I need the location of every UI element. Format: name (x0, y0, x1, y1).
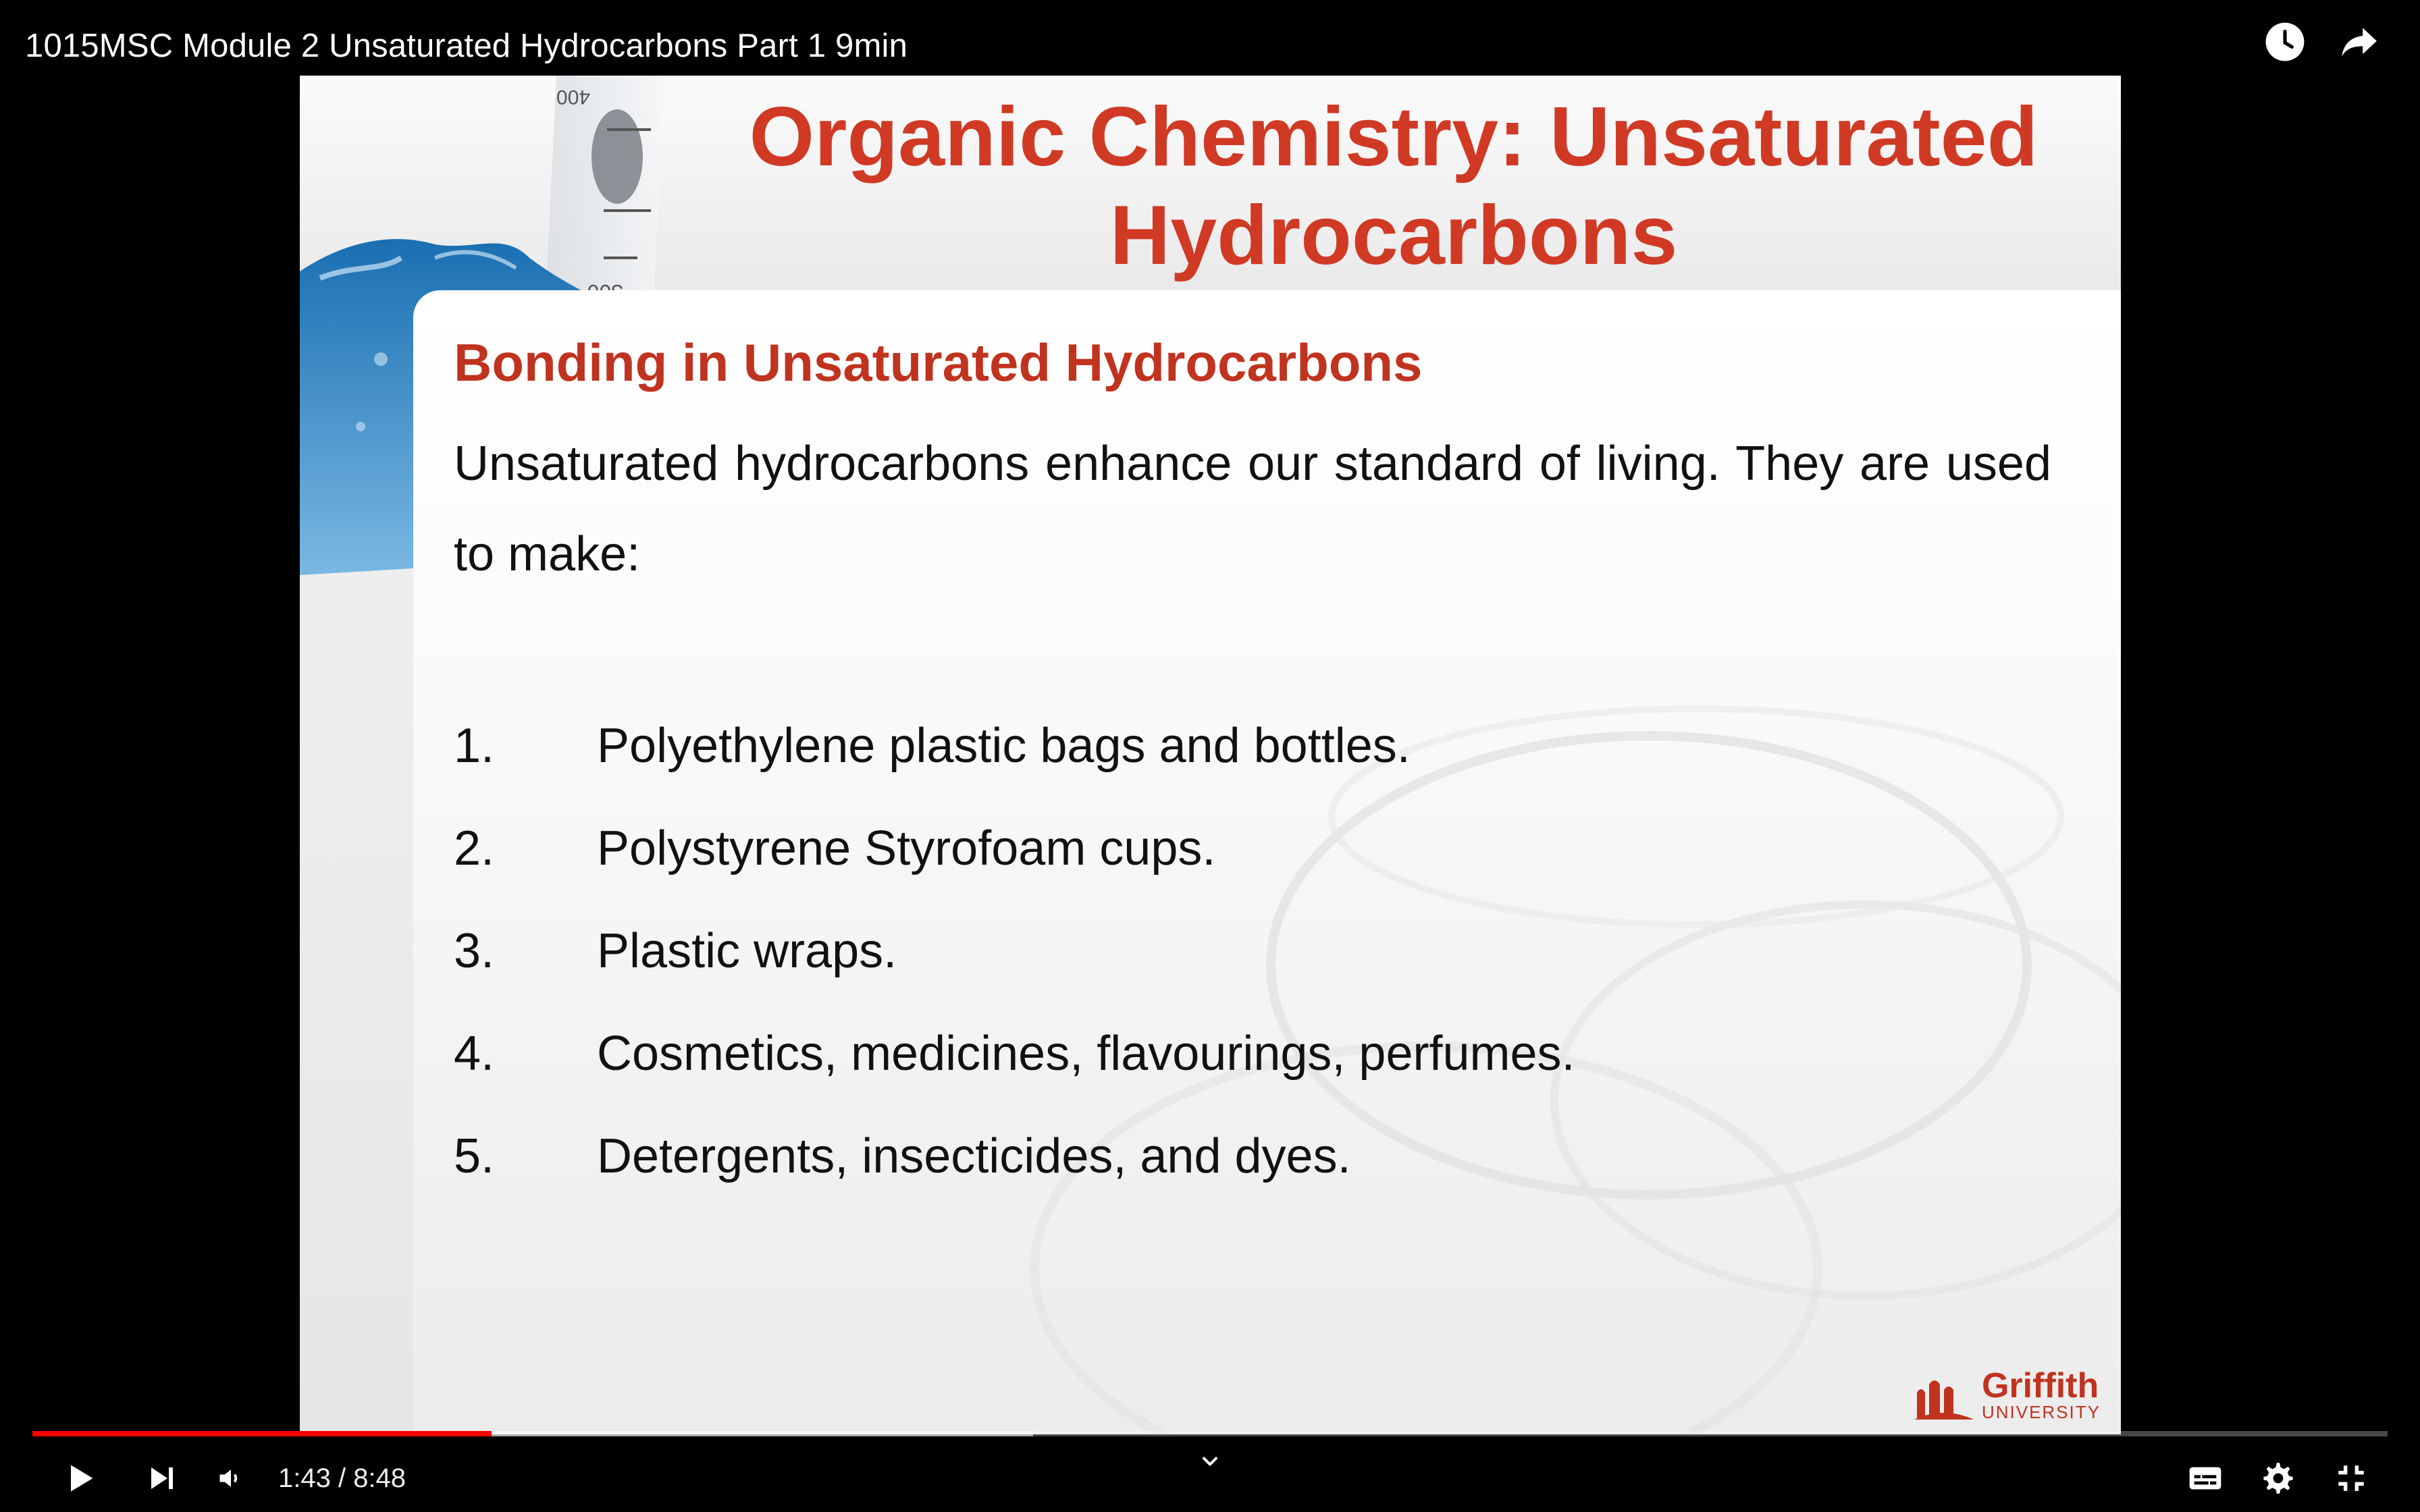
slide-title: Organic Chemistry: Unsaturated Hydrocarbons (749, 90, 2038, 282)
chevron-down-icon[interactable] (1190, 1444, 1230, 1478)
list-item-text: Polyethylene plastic bags and bottles. (597, 719, 1411, 773)
player-controls (0, 1444, 2420, 1512)
clock-icon[interactable] (2263, 20, 2307, 63)
list-item (454, 900, 2074, 1003)
progress-played (32, 1431, 492, 1436)
list-item-text: Polystyrene Styrofoam cups. (597, 821, 1216, 875)
next-icon[interactable] (138, 1454, 186, 1503)
top-actions (2263, 20, 2381, 63)
list-item-number: 4. (454, 1027, 495, 1081)
exit-fullscreen-icon[interactable] (2327, 1454, 2375, 1503)
logo-subtext: UNIVERSITY (1981, 1402, 2101, 1422)
flask-mark-400: 400 (556, 86, 590, 108)
slide-intro-paragraph: Unsaturated hydrocarbons enhance our standard of living. They are used to make: (454, 437, 2051, 581)
list-item-text: Plastic wraps. (597, 924, 897, 978)
slide-numbered-list (454, 695, 2074, 1208)
list-item-number: 2. (454, 821, 495, 875)
slide-subheading: Bonding in Unsaturated Hydrocarbons (454, 333, 1423, 392)
video-frame-slide (300, 76, 2121, 1434)
list-item-text: Detergents, insecticides, and dyes. (597, 1129, 1351, 1183)
griffith-university-logo (1912, 1368, 2101, 1421)
video-title[interactable]: 1015MSC Module 2 Unsaturated Hydrocarbons Part 1 9min (25, 28, 908, 64)
progress-bar[interactable] (32, 1431, 2388, 1436)
time-display: 1:43 / 8:48 (278, 1463, 406, 1493)
list-item-text: Cosmetics, medicines, flavourings, perfumes. (597, 1027, 1575, 1081)
play-icon[interactable] (55, 1454, 104, 1503)
list-item-number: 3. (454, 924, 495, 978)
griffith-logo-mark-icon (1912, 1372, 1976, 1421)
list-item (454, 798, 2074, 900)
gear-icon[interactable] (2254, 1454, 2303, 1503)
subtitles-icon[interactable] (2181, 1454, 2230, 1503)
list-item-number: 5. (454, 1129, 495, 1183)
volume-icon[interactable] (207, 1454, 255, 1503)
list-item (454, 1003, 2074, 1106)
list-item (454, 695, 2074, 798)
share-arrow-icon[interactable] (2338, 20, 2381, 63)
logo-name: Griffith (1981, 1366, 2099, 1405)
list-item-number: 1. (454, 719, 495, 773)
list-item (454, 1106, 2074, 1208)
